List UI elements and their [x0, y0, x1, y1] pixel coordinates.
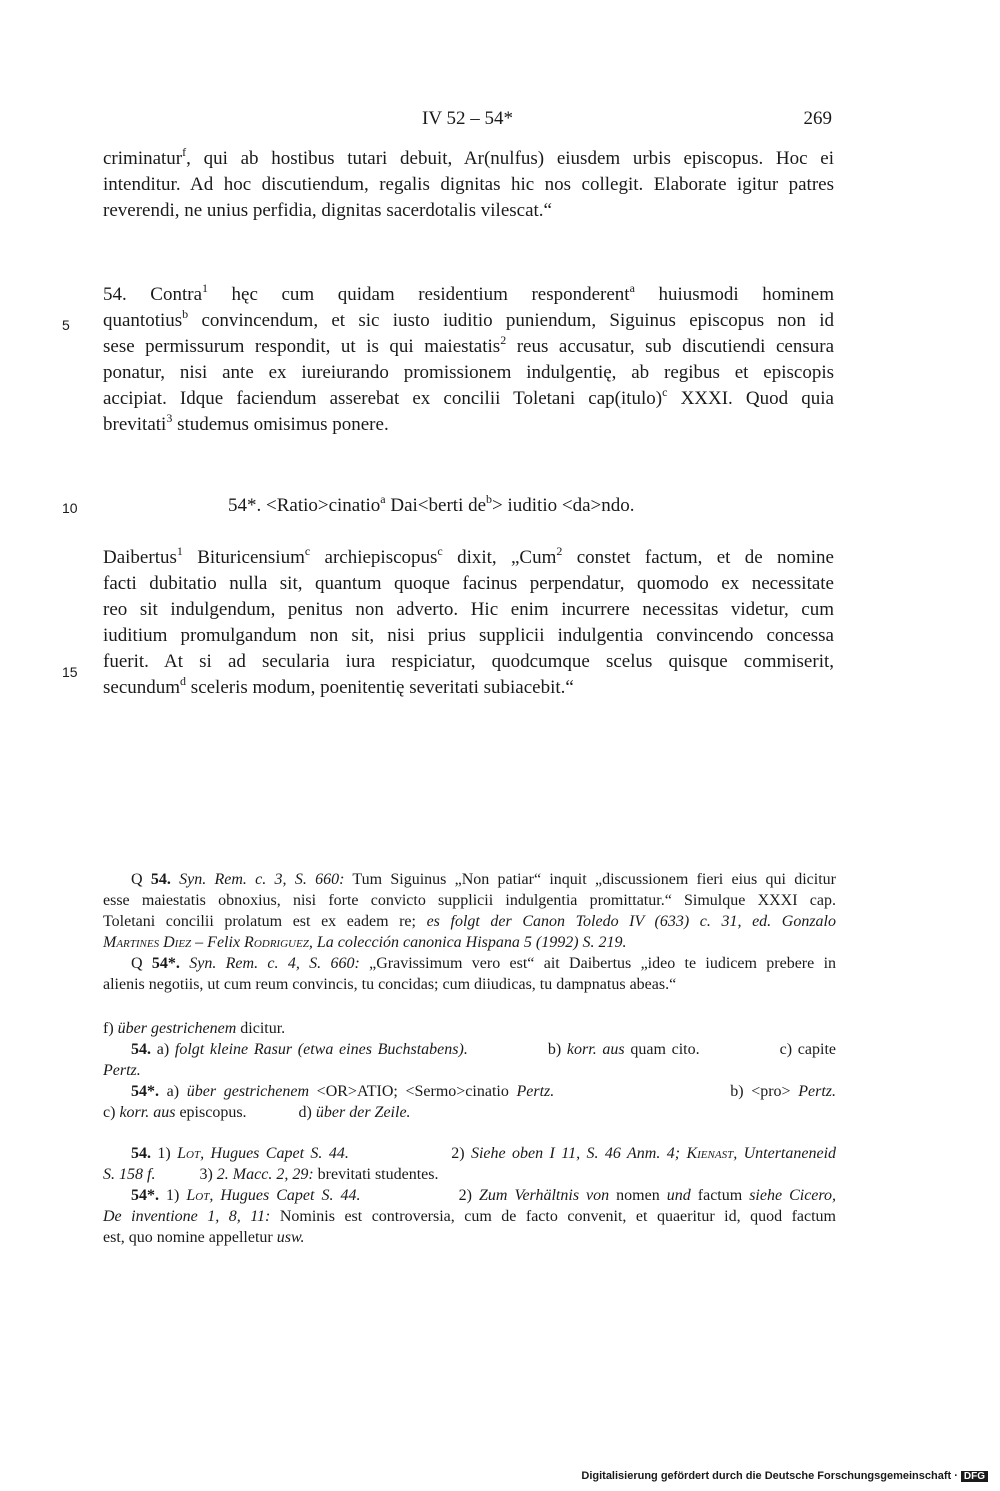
note-line: 54. a) folgt kleine Rasur (etwa eines Buchstabens). b) korr. aus quam cito. c) capite [131, 1041, 836, 1058]
note-line: Pertz. [103, 1062, 141, 1079]
note-line: est, quo nomine appelletur usw. [103, 1229, 305, 1246]
credit-text: Digitalisierung gefördert durch die Deutsche Forschungsgemeinschaft · [581, 1470, 958, 1482]
text-line: fuerit. At si ad secularia iura respiciatur, quodcumque scelus quisque commiserit, [103, 651, 834, 672]
digitization-credit [581, 1470, 988, 1482]
text-line: iuditium promulgandum non sit, nisi prius supplicii indulgentia convincendo concessa [103, 625, 834, 646]
note-line: c) korr. aus episcopus. d) über der Zeile. [103, 1104, 411, 1121]
textual-apparatus [103, 1018, 836, 1123]
text-line: reverendi, ne unius perfidia, dignitas sacerdotalis vilescat.“ [103, 200, 552, 221]
paragraph-54-star [103, 545, 834, 701]
note-line: Martines Diez – Felix Rodriguez, La colección canonica Hispana 5 (1992) S. 219. [103, 934, 627, 951]
note-line: Q 54. Syn. Rem. c. 3, S. 660: Tum Siguinus „Non patiar“ inquit „discussionem fieri eius qui dicitur [131, 871, 837, 888]
source-notes [103, 869, 836, 995]
note-line: De inventione 1, 8, 11: Nominis est controversia, cum de facto convenit, et quaeritur id, quod factum [103, 1208, 837, 1225]
note-line: Q 54*. Syn. Rem. c. 4, S. 660: „Gravissimum vero est“ ait Daibertus „ideo te iudicem prebere in [131, 955, 837, 972]
text-line: criminatur$^f$, qui ab hostibus tutari debuit, Ar(nulfus) eiusdem urbis episcopus. Hoc ei [103, 145, 834, 169]
note-line: f) über gestrichenem dicitur. [103, 1020, 286, 1037]
note-line: alienis negotiis, ut cum reum convincis, tu concidas; cum diiudicas, tu dampnatus abeas.“ [103, 976, 677, 993]
text-line: facti dubitatio nulla sit, quantum quoque facinus perpendatur, quomodo ex necessitate [103, 573, 834, 594]
text-line: brevitati$^3$ studemus omisimus ponere. [103, 411, 389, 435]
note-line: esse maiestatis obnoxius, nisi forte convicto supplicii indulgentia promittatur.“ Simulque XXXI cap. [103, 892, 836, 909]
line-number: 10 [62, 500, 78, 516]
dfg-logo: DFG [961, 1471, 988, 1482]
paragraph-continuation [103, 146, 834, 224]
note-line: 54*. 1) Lot, Hugues Capet S. 44. 2) Zum Verhältnis von nomen und factum siehe Cicero, [131, 1187, 837, 1204]
page-number: 269 [803, 108, 832, 129]
text-line: 54. Contra$^1$ hęc cum quidam residentium responderent$^a$ huiusmodi hominem [103, 281, 834, 305]
text-line: secundum$^d$ sceleris modum, poenitentię severitati subiacebit.“ [103, 674, 574, 698]
text-line: Daibertus$^1$ Bituricensium$^c$ archiepiscopus$^c$ dixit, „Cum$^2$ constet factum, et de nomine [103, 544, 834, 568]
line-number: 15 [62, 664, 78, 680]
note-line: 54. 1) Lot, Hugues Capet S. 44. 2) Siehe oben I 11, S. 46 Anm. 4; Kienast, Untertaneneid [131, 1145, 837, 1162]
paragraph-54 [103, 282, 834, 438]
note-line: Toletani concilii prolatum est ex eadem re; es folgt der Canon Toledo IV (633) c. 31, ed. Gonzalo [103, 913, 836, 930]
running-head: IV 52 – 54* [422, 108, 513, 129]
commentary-notes [103, 1143, 836, 1248]
text-line: reo sit indulgendum, penitus non adverto. Hic enim incurrere necessitas videtur, cum [103, 599, 834, 620]
note-line: 54*. a) über gestrichenem <OR>ATIO; <Sermo>cinatio Pertz. b) <pro> Pertz. [131, 1083, 837, 1100]
text-line: intenditur. Ad hoc discutiendum, regalis dignitas hic nos collegit. Elaborate igitur patres [103, 174, 834, 195]
section-heading: 54*. <Ratio>cinatio$^a$ Dai<berti $de^b>$ iuditio <da>ndo. [228, 492, 635, 516]
line-number: 5 [62, 317, 70, 333]
text-line: quantotius$^b$ convincendum, et sic iusto iuditio puniendum, Siguinus episcopus non id [103, 307, 834, 331]
text-line: ponatur, nisi ante ex iureiurando promissionem indulgentię, ab regibus et episcopis [103, 362, 834, 383]
text-line: accipiat. Idque faciendum asserebat ex concilii Toletani cap(itulo)$^c$ XXXI. Quod quia [103, 385, 834, 409]
note-line: S. 158 f. 3) 2. Macc. 2, 29: brevitati studentes. [103, 1166, 439, 1183]
text-line: sese permissurum respondit, ut is qui maiestatis$^2$ reus accusatur, sub discutiendi censura [103, 333, 834, 357]
